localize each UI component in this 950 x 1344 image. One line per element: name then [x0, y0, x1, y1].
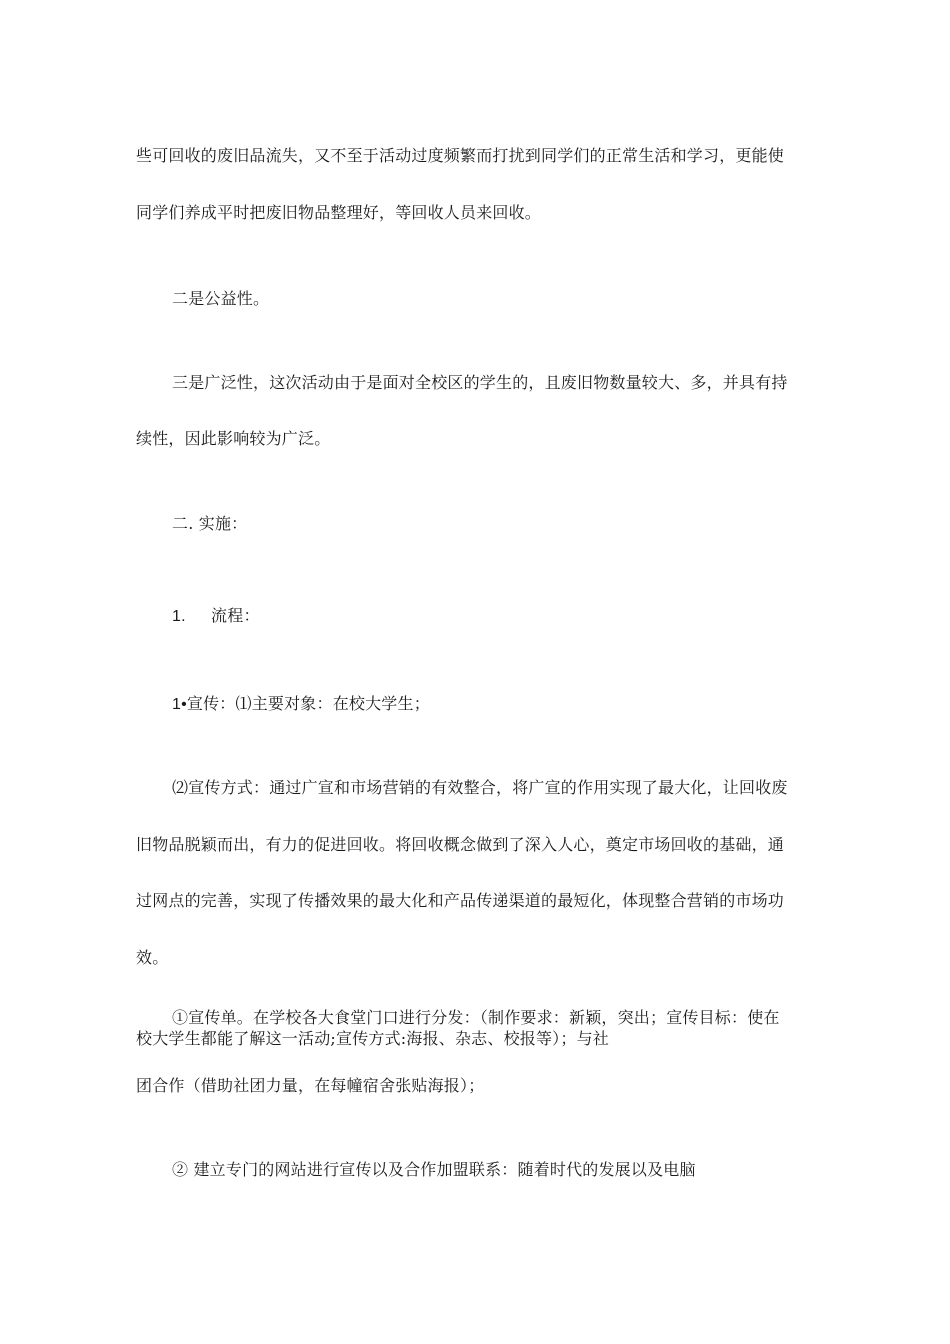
- paragraph-line: 过网点的完善，实现了传播效果的最大化和产品传递渠道的最短化，体现整合营销的市场功: [136, 891, 785, 910]
- paragraph-line: 续性，因此影响较为广泛。: [136, 429, 331, 448]
- list-item-label: 宣传：⑴主要对象：在校大学生；: [186, 694, 430, 713]
- list-item-promo: [172, 693, 430, 716]
- paragraph-line: ⑵宣传方式：通过广宣和市场营销的有效整合，将广宣的作用实现了最大化，让回收废: [172, 778, 788, 797]
- paragraph-line: ①宣传单。在学校各大食堂门口进行分发：（制作要求：新颖，突出；宣传目标：使在: [172, 1008, 780, 1027]
- paragraph-line: 校大学生都能了解这一活动;宣传方式:海报、杂志、校报等）；与社: [136, 1029, 609, 1048]
- section-heading: 二. 实施：: [172, 514, 248, 533]
- list-number: 1•: [172, 696, 187, 713]
- list-item-label: 流程：: [211, 606, 260, 625]
- paragraph-line: 同学们养成平时把废旧物品整理好，等回收人员来回收。: [136, 203, 542, 222]
- paragraph-line: 旧物品脱颖而出，有力的促进回收。将回收概念做到了深入人心，奠定市场回收的基础，通: [136, 835, 785, 854]
- paragraph-line: 团合作（借助社团力量，在每幢宿舍张贴海报）；: [136, 1076, 485, 1095]
- list-item-flow: [172, 605, 260, 628]
- paragraph-line: 三是广泛性，这次活动由于是面对全校区的学生的，且废旧物数量较大、多，并具有持: [172, 373, 788, 392]
- paragraph-line: 二是公益性。: [172, 289, 270, 308]
- paragraph-line: 些可回收的废旧品流失，又不至于活动过度频繁而打扰到同学们的正常生活和学习，更能使: [136, 146, 785, 165]
- list-number: 1.: [172, 608, 186, 625]
- paragraph-line: ② 建立专门的网站进行宣传以及合作加盟联系：随着时代的发展以及电脑: [172, 1160, 696, 1179]
- paragraph-line: 效。: [136, 948, 169, 967]
